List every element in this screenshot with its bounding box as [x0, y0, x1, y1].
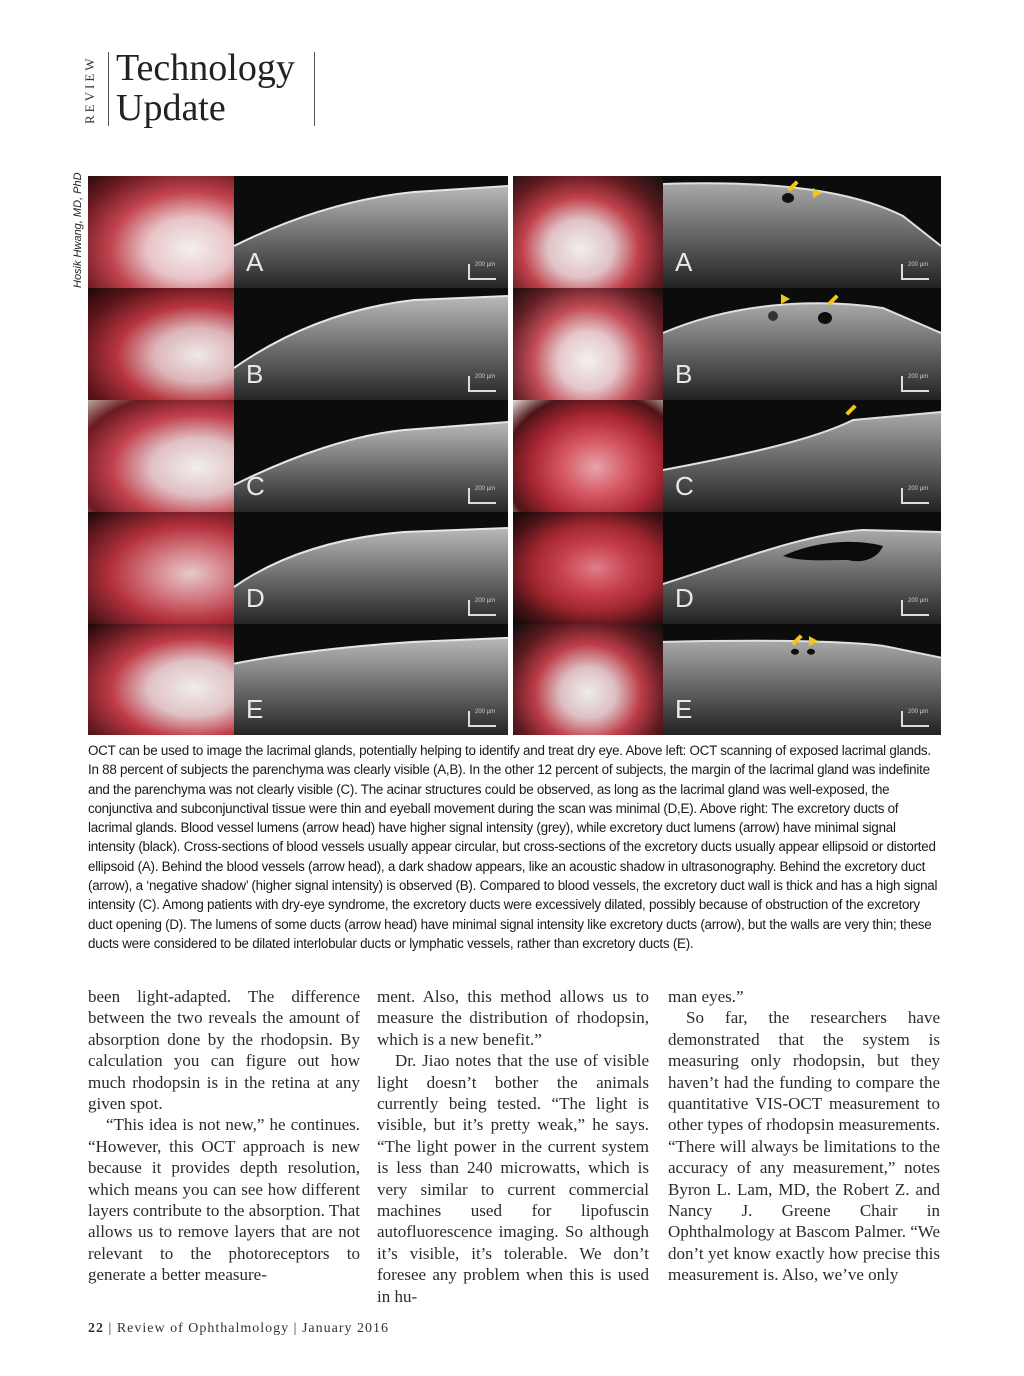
oct-scan [663, 288, 941, 400]
publication-name: Review of Ophthalmology [116, 1321, 290, 1336]
photo-credit: Hosik Hwang, MD, PhD [72, 172, 84, 288]
body-column-1 [88, 986, 360, 1286]
clinical-photo [88, 176, 234, 288]
panel-label: A [246, 247, 264, 277]
figure-panel [88, 624, 508, 735]
page-footer [88, 1321, 389, 1337]
clinical-photo [88, 512, 234, 624]
figure-panel [88, 288, 508, 400]
clinical-photo [88, 400, 234, 512]
figure-lacrimal-gland-scans [88, 176, 508, 735]
panel-label: B [246, 359, 264, 389]
body-column-3 [668, 986, 940, 1286]
panel-label: C [675, 471, 694, 501]
arrowhead-icon [781, 294, 790, 304]
scale-bar [901, 600, 929, 616]
oct-scan [234, 288, 508, 400]
panel-label: D [675, 583, 694, 613]
scale-label: 200 µm [475, 262, 496, 268]
paragraph: been light-adapted. The difference between the two reveals the amount of absorption done by the rhodopsin. By calculation you can figure out how much rhodopsin is in the retina at any given spot. [88, 987, 360, 1114]
oct-scan [234, 176, 508, 288]
oct-scan [663, 512, 941, 624]
figure-panel [88, 176, 508, 288]
footer-separator: | [108, 1321, 117, 1336]
figure-panel [88, 512, 508, 624]
panel-label: E [246, 694, 264, 724]
scale-bar [901, 488, 929, 504]
oct-scan [663, 400, 941, 512]
clinical-photo [88, 624, 234, 735]
caption-text: OCT can be used to image the lacrimal glands, potentially helping to identify and treat dry eye. Above left: OCT scanning of exposed lacrimal glands. In 88 percent of subjects the parenchyma was clearly visible (A,B). In the other 12 percent of subjects, the margin of the lacrimal gland was indefinite and the parenchyma was not clearly visible (C). The acinar structures could be observed, as long as the lacrimal gland was well-exposed, the conjunctiva and subconjunctival tissue were thin and eyeball movement during the scan was minimal (D,E). Above right: The excretory ducts of lacrimal glands. Blood vessel lumens (arrow head) have higher signal intensity (grey), while excretory duct lumens (arrow) have minimal signal intensity (black). Cross-sections of blood vessels usually appear circular, but cross-sections of the excretory ducts usually appear ellipsoid or distorted ellipsoid (A). Behind the blood vessels (arrow head), a dark shadow appears, like an acoustic shadow in ultrasonography. Behind the excretory duct (arrow), a ‘negative shadow’ (higher signal intensity) is observed (B). Compared to blood vessels, the excretory duct wall is thick and has a high signal intensity (C). Among patients with dry-eye syndrome, the excretory ducts were excessively dilated, possibly because of obstruction of the excretory duct opening (D). The lumens of some ducts (arrow head) have minimal signal intensity like excretory ducts (arrow), but the walls are very thin; these ducts were considered to be dilated interlobular ducts or lymphatic vessels, rather than excretory ducts (E). [88, 743, 938, 951]
paragraph: ment. Also, this method allows us to measure the distribution of rhodopsin, which is a new benefit.” [377, 987, 649, 1049]
figure-caption [88, 741, 944, 953]
scale-bar [468, 376, 496, 392]
header-rule-left [108, 52, 109, 126]
clinical-photo [513, 288, 663, 400]
panel-label: D [246, 583, 265, 613]
figure-panel [513, 288, 941, 400]
clinical-photo [513, 176, 663, 288]
title-line-2: Update [116, 87, 226, 129]
scale-bar [901, 376, 929, 392]
scale-bar [468, 600, 496, 616]
panel-label: B [675, 359, 693, 389]
arrowhead-icon [813, 188, 822, 198]
title-line-1: Technology [116, 47, 295, 89]
scale-bar [901, 264, 929, 280]
section-label: REVIEW [82, 55, 97, 125]
paragraph: So far, the researchers have demonstrated that the system is measuring only rhodopsin, but they haven’t had the funding to compare the quantitative VIS-OCT measurement to other types of rhodopsin measurements. “There will always be limitations to the accuracy of any measurement,” notes Byron L. Lam, MD, the Robert Z. and Nancy J. Greene Chair in Ophthalmology at Bascom Palmer. “We don’t yet know exactly how precise this measurement is. Also, we’ve only [668, 1008, 940, 1285]
scale-bar [468, 488, 496, 504]
clinical-photo [513, 512, 663, 624]
figure-panel [88, 400, 508, 512]
scale-label: 200 µm [908, 374, 929, 380]
paragraph: man eyes.” [668, 987, 744, 1006]
body-column-2 [377, 986, 649, 1307]
figure-panel [513, 176, 941, 288]
clinical-photo [88, 288, 234, 400]
scale-bar [468, 264, 496, 280]
paragraph: Dr. Jiao notes that the use of visible light doesn’t bother the animals currently being tested. “The light is visible, but it’s pretty weak,” he says. “The light power in the current system is less than 240 microwatts, which is very similar to current commercial machines used for lipofuscin autofluorescence imaging. So although it’s visible, it’s tolerable. We don’t foresee any problem when this is used in hu- [377, 1051, 649, 1306]
oct-scan [234, 400, 508, 512]
figure-excretory-duct-scans [513, 176, 941, 735]
figure-panel [513, 400, 941, 512]
panel-label: A [675, 247, 693, 277]
oct-scan [234, 512, 508, 624]
scale-label: 200 µm [908, 598, 929, 604]
header-rule-right [314, 52, 315, 126]
issue-date: January 2016 [301, 1321, 389, 1336]
footer-separator: | [293, 1321, 302, 1336]
scale-label: 200 µm [908, 262, 929, 268]
oct-scan [663, 624, 941, 735]
page-number: 22 [88, 1321, 104, 1336]
scale-bar [468, 711, 496, 727]
oct-scan [234, 624, 508, 735]
clinical-photo [513, 400, 663, 512]
scale-label: 200 µm [475, 374, 496, 380]
scale-label: 200 µm [475, 486, 496, 492]
oct-scan [663, 176, 941, 288]
panel-label: C [246, 471, 265, 501]
scale-label: 200 µm [475, 598, 496, 604]
panel-label: E [675, 694, 693, 724]
scale-bar [901, 711, 929, 727]
arrowhead-icon [809, 636, 818, 646]
scale-label: 200 µm [908, 486, 929, 492]
clinical-photo [513, 624, 663, 735]
paragraph: “This idea is not new,” he continues. “However, this OCT approach is new because it provides depth resolution, which means you can see how different layers contribute to the absorption. That allows us to remove layers that are not relevant to the photoreceptors to generate a better measure- [88, 1115, 360, 1285]
scale-label: 200 µm [475, 709, 496, 715]
scale-label: 200 µm [908, 709, 929, 715]
figure-panel [513, 624, 941, 735]
page-title [116, 48, 295, 128]
figure-panel [513, 512, 941, 624]
